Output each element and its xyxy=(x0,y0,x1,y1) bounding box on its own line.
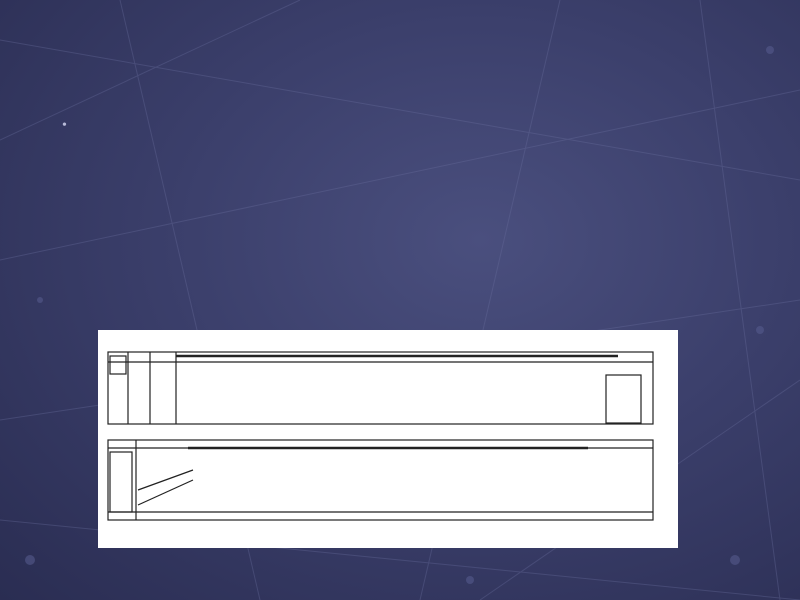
wagon-plan-outline xyxy=(108,440,653,520)
wagon-cooling-diagram xyxy=(98,330,678,548)
bullet-icon: • xyxy=(62,118,67,133)
wagon-top-outline xyxy=(108,352,653,424)
